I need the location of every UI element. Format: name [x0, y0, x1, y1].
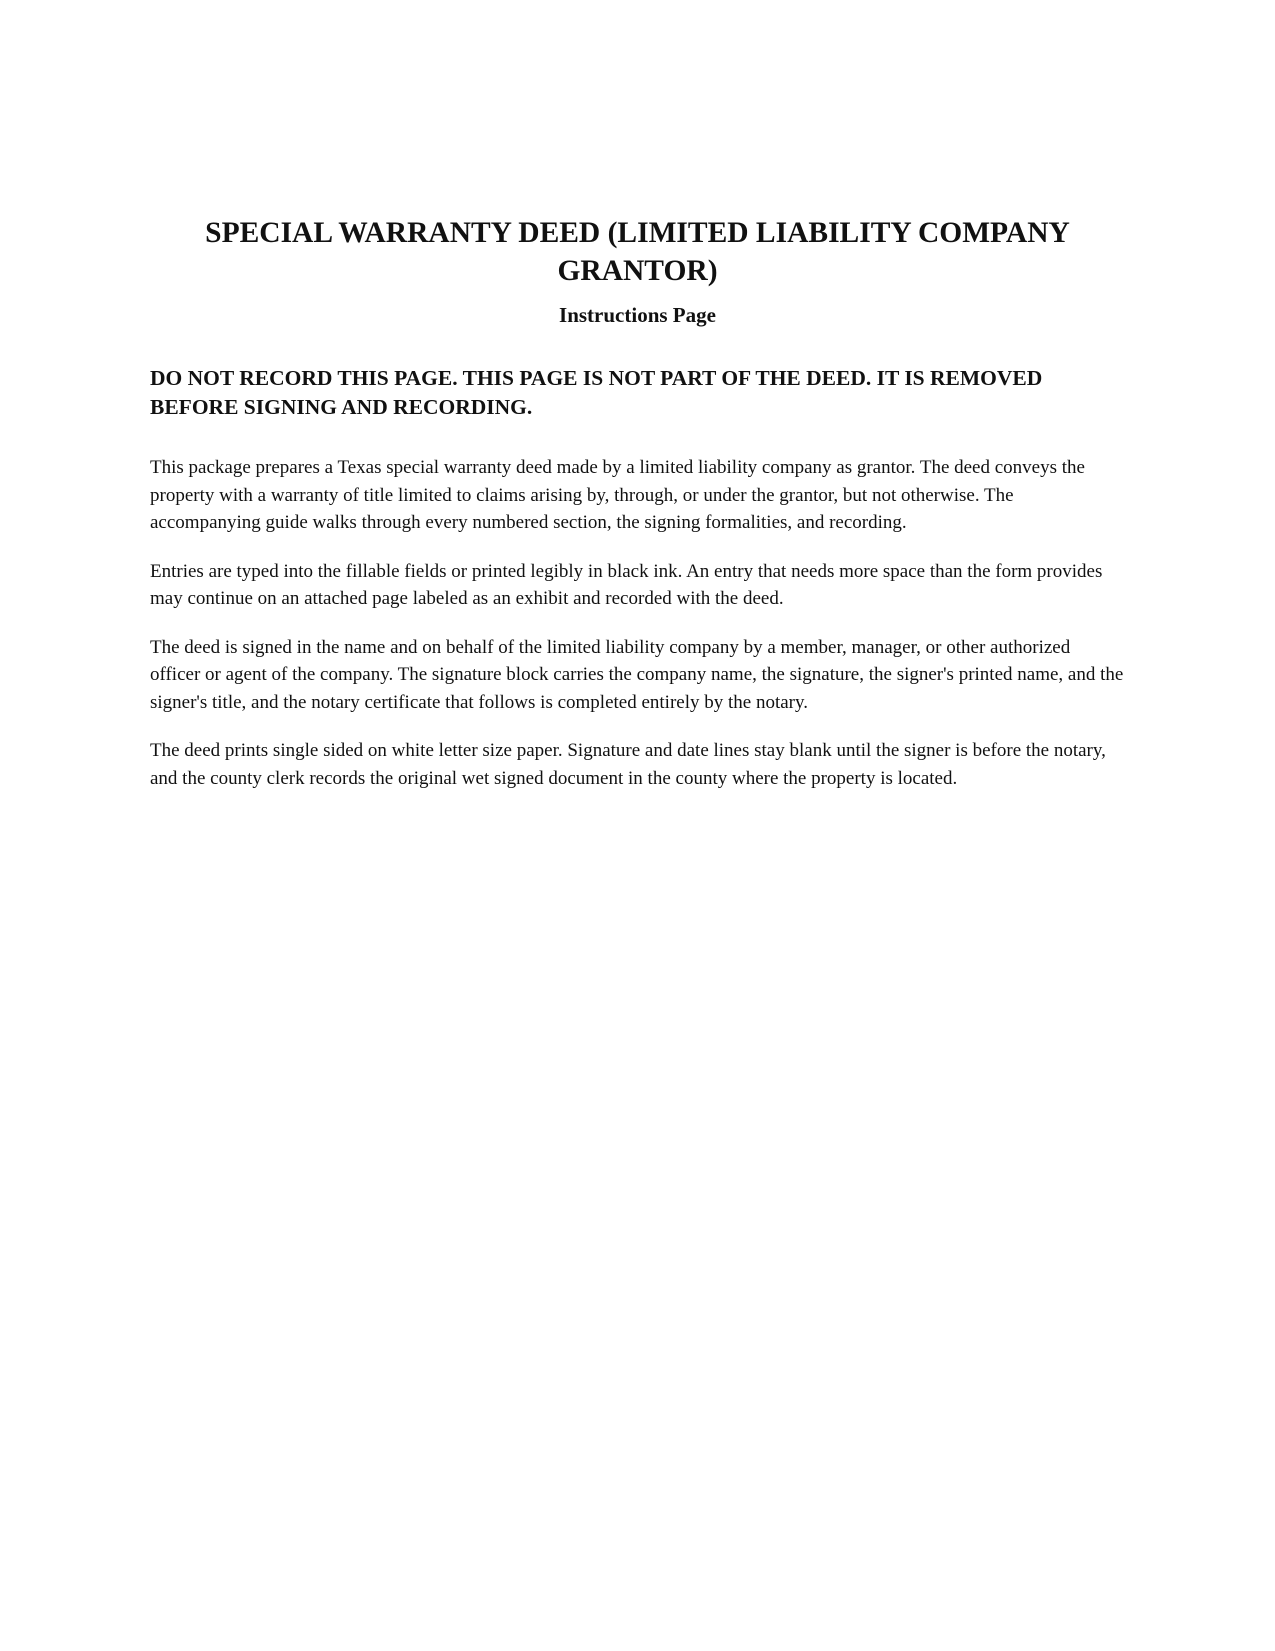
paragraph-entries: Entries are typed into the fillable fields or printed legibly in black ink. An entry that needs more space than the form provides may continue on an attached page labeled as an exhibit and recorded with the deed.	[150, 560, 1103, 609]
document-subtitle: Instructions Page	[559, 303, 716, 327]
instructions-body	[150, 454, 1125, 813]
paragraph-signing: The deed is signed in the name and on behalf of the limited liability company by a member, manager, or other authorized officer or agent of the company. The signature block carries the company name, the signature, the signer's printed name, and the signer's title, and the notary certificate that follows is completed entirely by the notary.	[150, 636, 1124, 713]
paragraph-package-overview: This package prepares a Texas special warranty deed made by a limited liability company as grantor. The deed conveys the property with a warranty of title limited to claims arising by, through, or under the grantor, but not otherwise. The accompanying guide walks through every numbered section, the signing formalities, and recording.	[150, 457, 1085, 533]
paragraph-printing-recording: The deed prints single sided on white letter size paper. Signature and date lines stay blank until the signer is before the notary, and the county clerk records the original wet signed document in the county where the property is located.	[150, 740, 1106, 789]
document-title: SPECIAL WARRANTY DEED (LIMITED LIABILITY COMPANY GRANTOR)	[205, 217, 1070, 287]
do-not-record-warning: DO NOT RECORD THIS PAGE. THIS PAGE IS NOT PART OF THE DEED. IT IS REMOVED BEFORE SIGNING AND RECORDING.	[150, 366, 1043, 419]
